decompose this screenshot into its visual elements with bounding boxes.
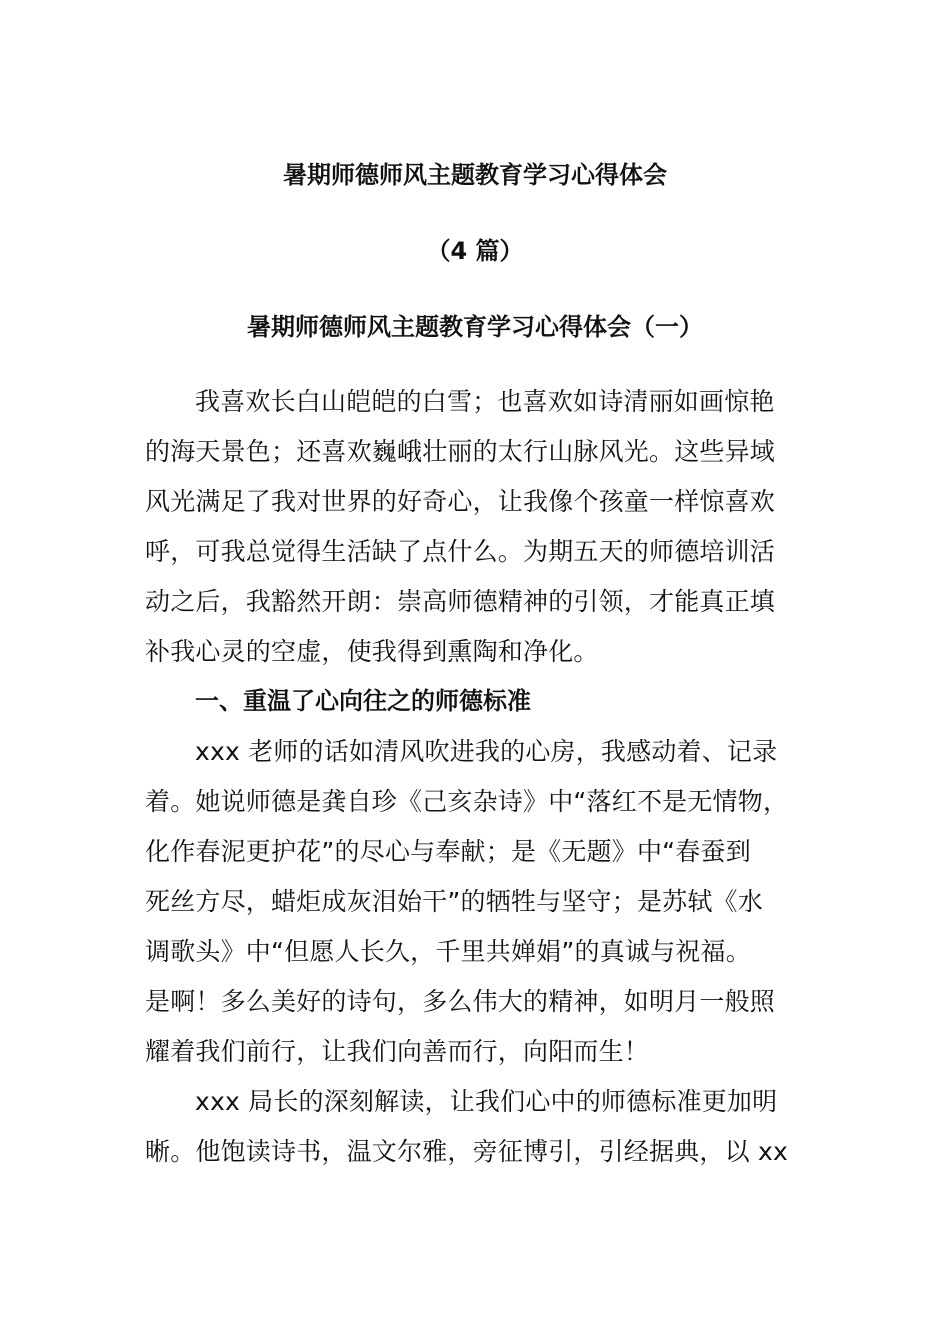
paragraph-line: 化作春泥更护花”的尽心与奉献；是《无题》中“春蚕到 (145, 837, 751, 866)
paragraph-line: 动之后，我豁然开朗：崇高师德精神的引领，才能真正填 (145, 587, 776, 616)
paragraph-line: 晰。他饱读诗书，温文尔雅，旁征博引，引经据典，以 xx (145, 1137, 788, 1166)
paragraph-line: 补我心灵的空虚，使我得到熏陶和净化。 (145, 637, 599, 666)
paragraph-line: 耀着我们前行，让我们向善而行，向阳而生！ (145, 1037, 650, 1066)
paragraph-line: 我喜欢长白山皑皑的白雪；也喜欢如诗清丽如画惊艳 (195, 387, 775, 416)
paragraph-line: 调歌头》中“但愿人长久，千里共婵娟”的真诚与祝福。 (145, 937, 751, 966)
document-title: 暑期师德师风主题教育学习心得体会 (283, 161, 667, 189)
paragraph-line: 着。她说师德是龚自珍《己亥杂诗》中“落红不是无情物， (145, 787, 789, 816)
paragraph-line: xxx 老师的话如清风吹进我的心房，我感动着、记录 (195, 737, 778, 766)
paragraph-line: xxx 局长的深刻解读，让我们心中的师德标准更加明 (195, 1087, 778, 1116)
section-heading: 一、重温了心向往之的师德标准 (195, 687, 531, 715)
paragraph-line: 风光满足了我对世界的好奇心，让我像个孩童一样惊喜欢 (145, 487, 776, 516)
document-subtitle: （4 篇） (426, 237, 524, 265)
paragraph-line: 死丝方尽，蜡炬成灰泪始干”的牺牲与坚守；是苏轼《水 (145, 887, 763, 916)
paragraph-line: 的海天景色；还喜欢巍峨壮丽的太行山脉风光。这些异域 (145, 437, 776, 466)
section-title: 暑期师德师风主题教育学习心得体会（一） (247, 313, 703, 341)
paragraph-line: 呼，可我总觉得生活缺了点什么。为期五天的师德培训活 (145, 537, 776, 566)
paragraph-line: 是啊！多么美好的诗句，多么伟大的精神，如明月一般照 (145, 987, 776, 1016)
